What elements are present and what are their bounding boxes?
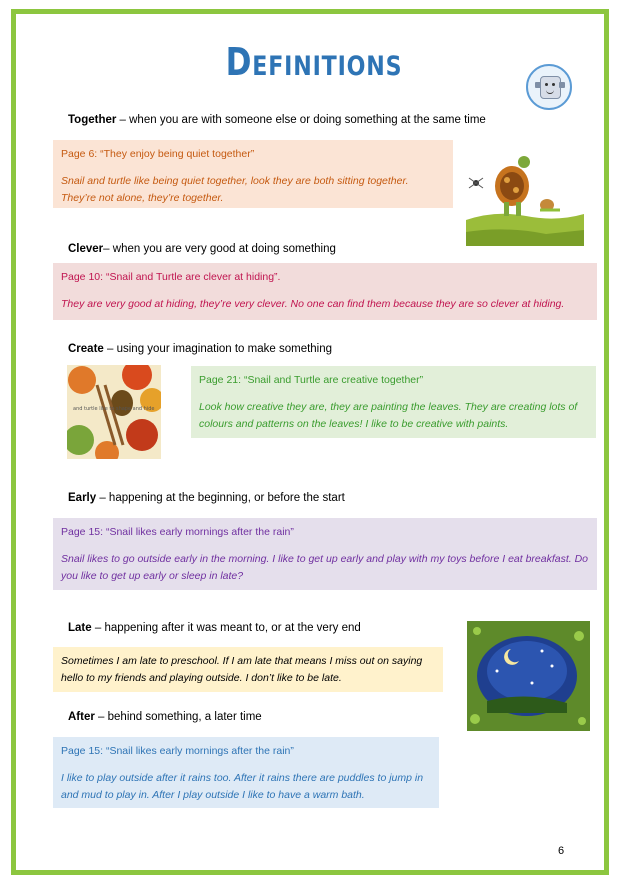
explanation: I like to play outside after it rains too. After it rains there are puddles to jump in and mud to play in. After I play outside I like to have a warm bath. bbox=[61, 772, 424, 801]
term-definition: – using your imagination to make something bbox=[103, 343, 333, 355]
term-word: Create bbox=[68, 343, 104, 355]
heading-clever bbox=[68, 243, 336, 255]
quote-box-early bbox=[53, 518, 597, 590]
explanation: Look how creative they are, they are painting the leaves. They are creating lots of colours and patterns on the leaves! I like to be creative with paints. bbox=[199, 401, 578, 430]
book-page-text: and turtle like to shape and hide bbox=[73, 406, 155, 412]
painting-leaves-illustration bbox=[67, 365, 161, 459]
term-definition: – happening after it was meant to, or at the very end bbox=[91, 622, 361, 634]
term-word: Together bbox=[68, 114, 117, 126]
heading-create bbox=[68, 343, 332, 355]
term-definition: – behind something, a later time bbox=[94, 711, 262, 723]
term-word: Early bbox=[68, 492, 97, 504]
book-quote: Page 21: “Snail and Turtle are creative together” bbox=[199, 374, 424, 386]
turtle-snail-illustration bbox=[466, 150, 584, 246]
book-quote: Page 15: “Snail likes early mornings after the rain” bbox=[61, 745, 294, 757]
heading-late bbox=[68, 622, 361, 634]
term-word: Clever bbox=[68, 243, 104, 255]
page-title: Definitions bbox=[225, 40, 403, 84]
term-word: After bbox=[68, 711, 95, 723]
term-word: Late bbox=[68, 622, 92, 634]
book-quote: Page 10: “Snail and Turtle are clever at hiding”. bbox=[61, 271, 281, 283]
explanation: They are very good at hiding, they’re very clever. No one can find them because they are so clever at hiding. bbox=[61, 298, 565, 310]
term-definition: – happening at the beginning, or before the start bbox=[96, 492, 345, 504]
term-definition: – when you are with someone else or doing something at the same time bbox=[116, 114, 486, 126]
quote-box-together bbox=[53, 140, 453, 208]
explanation: Snail likes to go outside early in the morning. I like to get up early and play with my toys before I eat breakfast. Do you like to get up early or sleep in late? bbox=[61, 553, 589, 582]
book-quote: Page 15: “Snail likes early mornings after the rain” bbox=[61, 526, 294, 538]
quote-box-after bbox=[53, 737, 439, 808]
quote-box-late bbox=[53, 647, 443, 692]
night-sky-illustration bbox=[467, 621, 590, 731]
term-definition: – when you are very good at doing something bbox=[103, 243, 336, 255]
quote-box-clever bbox=[53, 263, 597, 320]
quote-box-create bbox=[191, 366, 596, 438]
robot-logo-icon bbox=[526, 64, 572, 110]
heading-together bbox=[68, 114, 486, 126]
heading-early bbox=[68, 492, 345, 504]
explanation: Snail and turtle like being quiet together, look they are both sitting together. They’re not alone, they’re together. bbox=[61, 175, 409, 204]
explanation: Sometimes I am late to preschool. If I am late that means I miss out on saying hello to my friends and playing outside. I don’t like to be late. bbox=[61, 655, 423, 684]
heading-after bbox=[68, 711, 262, 723]
page-number: 6 bbox=[558, 845, 565, 857]
book-quote: Page 6: “They enjoy being quiet together” bbox=[61, 148, 255, 160]
